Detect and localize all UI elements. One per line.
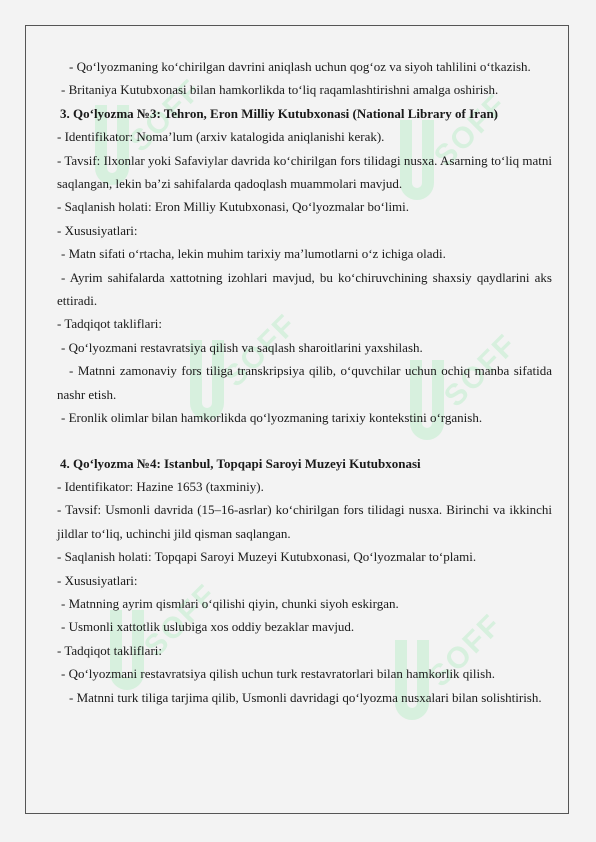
paragraph: - Matnning ayrim qismlari o‘qilishi qiyin, chunki siyoh eskirgan. (61, 595, 399, 611)
paragraph: - Identifikator: Hazine 1653 (taxminiy). (57, 478, 264, 494)
paragraph: - Identifikator: Noma’lum (arxiv katalogida aniqlanishi kerak). (57, 129, 385, 145)
paragraph: - Usmonli xattotlik uslubiga xos oddiy bezaklar mavjud. (61, 619, 355, 635)
paragraph: - Saqlanish holati: Topqapi Saroyi Muzeyi Kutubxonasi, Qo‘lyozmalar to‘plami. (57, 549, 477, 565)
watermark-logo: SOFF (400, 110, 520, 240)
paragraph: - Qo‘lyozmaning ko‘chirilgan davrini aniqlash uchun qog‘oz va siyoh tahlilini o‘tkazish. (69, 59, 531, 74)
section-heading: 3. Qo‘lyozma №3: Tehron, Eron Milliy Kutubxonasi (National Library of Iran) (60, 105, 499, 121)
paragraph: - Xususiyatlari: (57, 222, 138, 238)
paragraph: - Xususiyatlari: (57, 572, 138, 588)
paragraph: - Saqlanish holati: Eron Milliy Kutubxonasi, Qo‘lyozmalar bo‘limi. (57, 199, 410, 215)
section-heading: 4. Qo‘lyozma №4: Istanbul, Topqapi Saroyi Muzeyi Kutubxonasi (60, 455, 421, 471)
document-body (57, 55, 552, 709)
paragraph: - Qo‘lyozmani restavratsiya qilish uchun turk restavratorlari bilan hamkorlik qilish. (61, 666, 495, 682)
paragraph: - Ayrim sahifalarda xattotning izohlari mavjud, bu ko‘chiruvchining shaxsiy qaydlarini aks ettiradi. (57, 269, 552, 309)
paragraph: - Tavsif: Usmonli davrida (15–16-asrlar) ko‘chirilgan fors tilidagi nusxa. Birinchi va ikkinchi jildlar to‘liq, uchinchi jild qisman saqlangan. (57, 502, 552, 541)
paragraph: - Tadqiqot takliflari: (57, 316, 162, 332)
watermark-logo: SOFF (95, 95, 215, 225)
paragraph: - Matnni zamonaviy fors tiliga transkripsiya qilib, o‘quvchilar uchun ochiq manba sifatida nashr etish. (57, 363, 552, 402)
watermark-logo: SOFF (395, 630, 515, 760)
paragraph: - Matn sifati o‘rtacha, lekin muhim tarixiy ma’lumotlarni o‘z ichiga oladi. (61, 246, 446, 262)
paragraph: - Tavsif: Ilxonlar yoki Safaviylar davrida ko‘chirilgan fors tilidagi nusxa. Asarning to‘liq matni saqlangan, lekin ba’zi sahifalarda qadoqlash muammolari mavjud. (57, 152, 552, 192)
paragraph: - Tadqiqot takliflari: (57, 642, 162, 658)
paragraph: - Britaniya Kutubxonasi bilan hamkorlikda to‘liq raqamlashtirishni amalga oshirish. (61, 82, 499, 98)
watermark-logo: SOFF (110, 600, 230, 730)
paragraph: - Matnni turk tiliga tarjima qilib, Usmonli davridagi qo‘lyozma nusxalari bilan solishtirish. (69, 689, 542, 705)
paragraph: - Eronlik olimlar bilan hamkorlikda qo‘lyozmaning tarixiy kontekstini o‘rganish. (61, 410, 483, 426)
watermark-logo: SOFF (190, 330, 310, 460)
watermark-logo: SOFF (410, 350, 530, 480)
paragraph: - Qo‘lyozmani restavratsiya qilish va saqlash sharoitlarini yaxshilash. (61, 339, 423, 355)
